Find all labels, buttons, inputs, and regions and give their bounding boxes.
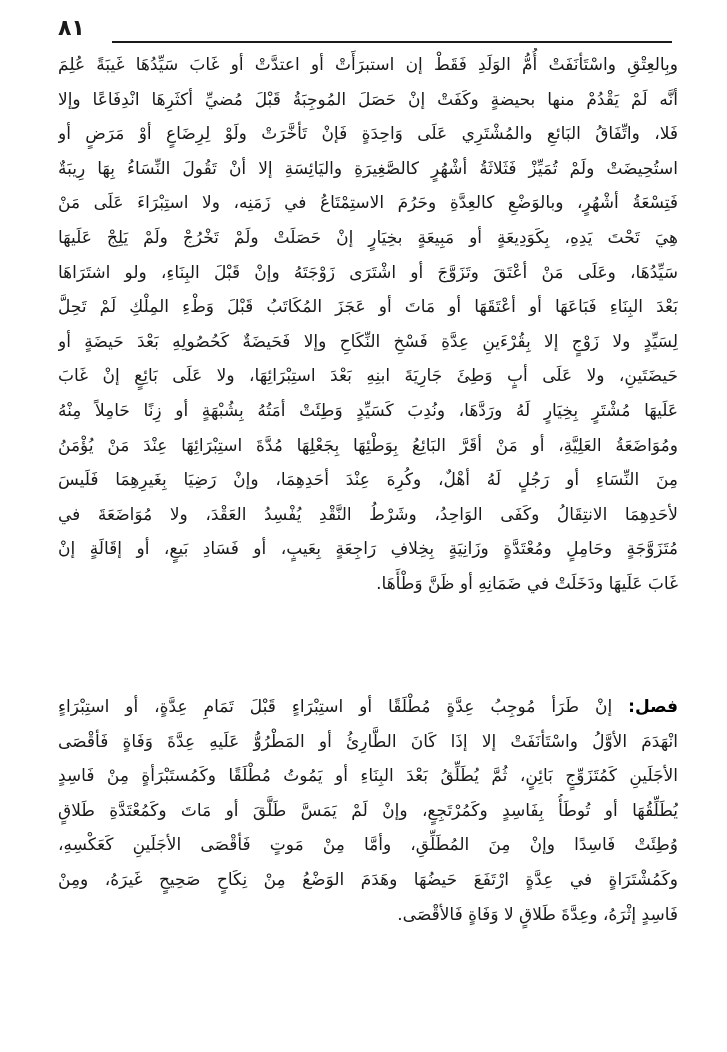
text-line: استُحِيضَتْ ولَمْ تُمَيِّزْ فَثَلاثَةُ أشْهُرٍ كالصَّغِيرَةِ واليَائِسَةِ إلا أنْ تَقُولَ النِّسَاءُ بِهَا رِيبَةٌ (58, 158, 678, 179)
text-line: لأحَدِهِمَا الانتِقَالُ وكَفَى الوَاحِدُ، وشَرْطُ النَّقْدِ يُفْسِدُ العَقْدَ، ولا مُوَاضَعَةَ في (58, 504, 678, 525)
text-line: وبِالعِتْقِ واسْتَأنَفَتْ أُمُّ الوَلَدِ فَقَطْ إن استبرَأَتْ أو اعتدَّتْ أو غَابَ سَيِّدُهَا غَيبَةً عُلِمَ (58, 55, 678, 75)
text-line: غَابَ عَلَيهَا ودَخَلَتْ في ضَمَانِهِ أو ظَنَّ وَطْأَهَا. (376, 573, 678, 594)
text-line: وُطِئَتْ فَاسِدًا وإنْ مِنَ المُطَلِّقِ، وأمَّا مِنْ مَوتٍ فَأقْصَى الأجَلَينِ كَعَكْسِهِ، (58, 835, 678, 856)
text-line: لِسَيِّدٍ ولا زَوْجٍ إلا بِقُرْءَينِ عِدَّةِ فَسْخِ النِّكَاحِ وإلا فَحَيضَةٌ كَحُصُولِهِ بَعْدَ حَيضَةٍ أو (58, 331, 678, 352)
paragraph-fasl (58, 690, 678, 932)
text-line: الأجَلَينِ كَمُتَزَوِّجٍ بَائِنٍ، ثُمَّ يُطَلِّقُ بَعْدَ البِنَاءِ أو يَمُوتُ مُطْلَقًا وكَمُستَبْرَأةٍ مِنْ فَاسِدٍ (58, 766, 678, 787)
text-line: أنَّه لَمْ يَقْدُمْ منها بحيضةٍ وكَفَتْ إنْ حَصَلَ المُوجِبَةُ قَبْلَ مُضيِّ أكثَرِهَا انْدِفَاعًا وإلا (58, 89, 678, 110)
text-line: عَلَيهَا مُشْتَرٍ بِخِيَارٍ لَهُ ورَدَّهَا، ونُدِبَ كَسَيِّدٍ وَطِئَتْ أمَتُهُ بِشُبْهَةٍ أو زِنًا حَامِلاً مِنْهُ (58, 400, 678, 421)
text-line: فَلا، واتِّفَاقُ البَائعِ والمُشْتَرِي عَلَى وَاحِدَةٍ فَإنْ تَأخَّرَتْ ولَوْ لِرِضَاعٍ أوْ مَرَضٍ أو (58, 124, 678, 145)
text-line: فَاسِدٍ إثْرَهُ، وعِدَّةَ طَلاقٍ لا وَفَاةٍ فَالأقْصَى. (397, 904, 678, 925)
text-line: وكَمُشْتَرَاةٍ في عِدَّةٍ ارْتَفَعَ حَيضُهَا وهَدَمَ الوَضْعُ مِنْ نِكَاحٍ صَحِيحٍ غَيرَهُ، ومِنْ (58, 869, 678, 890)
text-line: مِنَ النِّسَاءِ أو رَجُلٍ لَهُ أهْلٌ، وكُرِهَ عِنْدَ أحَدِهِمَا، وإنْ رَضِيَا بِغَيرِهِمَا فَلَيسَ (58, 470, 678, 491)
section-heading: فصل: (628, 697, 678, 717)
heading-line-text: إنْ طَرَأ مُوجِبُ عِدَّةٍ مُطْلَقًا أو استِبْرَاءٍ قَبْلَ تَمَامِ عِدَّةٍ، أو استِبْرَاءٍ (58, 697, 629, 717)
text-line: هِيَ تَحْتَ يَدِهِ، بِكَوَدِيعَةٍ أو مَبِيعَةٍ بخِيَارٍ إنْ حَصَلَتْ ولَمْ تَخْرُجْ ولَمْ يَلِجْ عَلَيهَا (58, 227, 678, 248)
text-line: حَيضَتَينِ، ولا عَلَى أبٍ وَطِئَ جَارِيَةَ ابنِهِ بَعْدَ استِبْرَائِهَا، ولا عَلَى بَائِعٍ إنْ غَابَ (58, 366, 678, 387)
header-rule (112, 41, 672, 43)
text-line: يُطَلِّقُهَا أو تُوطَأُ بِفَاسِدٍ وكَمُرْتَجِعٍ، وإنْ لَمْ يَمَسَّ طَلَّقَ أو مَاتَ وكَمُعْتَدَّةِ طَلاقٍ (58, 800, 678, 821)
page-number: ٨١ (58, 16, 85, 41)
text-line-with-heading (58, 690, 678, 725)
text-line: فَتِسْعَةُ أشْهُرٍ، وبالوَضْعِ كالعِدَّةِ وحَرُمَ الاستِمْتَاعُ في زَمَنِه، ولا استِبْرَاءَ عَلَى مَنْ (58, 193, 678, 214)
text-line: انْهَدَمَ الأوَّلُ واسْتَأنَفَتْ إلا إذَا كَانَ الطَّارِئُ أو المَطْرُوُّ عَلَيهِ عِدَّةَ وَفَاةٍ فَأقْصَى (58, 731, 678, 752)
text-line: سَيِّدُهَا، وعَلَى مَنْ أعْتَقَ وتَزَوَّجَ أو اشْتَرَى زَوْجَتَهُ وإنْ قَبْلَ البِنَاءِ، ولو اشتَرَاهَا (58, 262, 678, 283)
paragraph-main (58, 48, 678, 602)
text-line: مُتَزَوَّجَةٍ وحَامِلٍ ومُعْتَدَّةٍ وزَانِيَةٍ بِخِلافِ رَاجِعَةٍ بِعَيبٍ، أو فَسَادِ بَيعٍ، أو إقَالَةٍ إنْ (58, 539, 678, 560)
text-line: ومُوَاضَعَةُ العَلِيَّةِ، أو مَنْ أقَرَّ البَائِعُ بِوَطْئِهَا بِجَعْلِهَا مُدَّةَ استِبْرَائِهَا عِنْدَ مَنْ يُؤْمَنُ (58, 435, 678, 456)
text-line: بَعْدَ البِنَاءِ فَبَاعَهَا أو أعْتَقَهَا أو مَاتَ أو عَجَزَ المُكَاتَبُ قَبْلَ وَطْءِ المِلْكِ لَمْ تَحِلَّ (58, 297, 678, 318)
